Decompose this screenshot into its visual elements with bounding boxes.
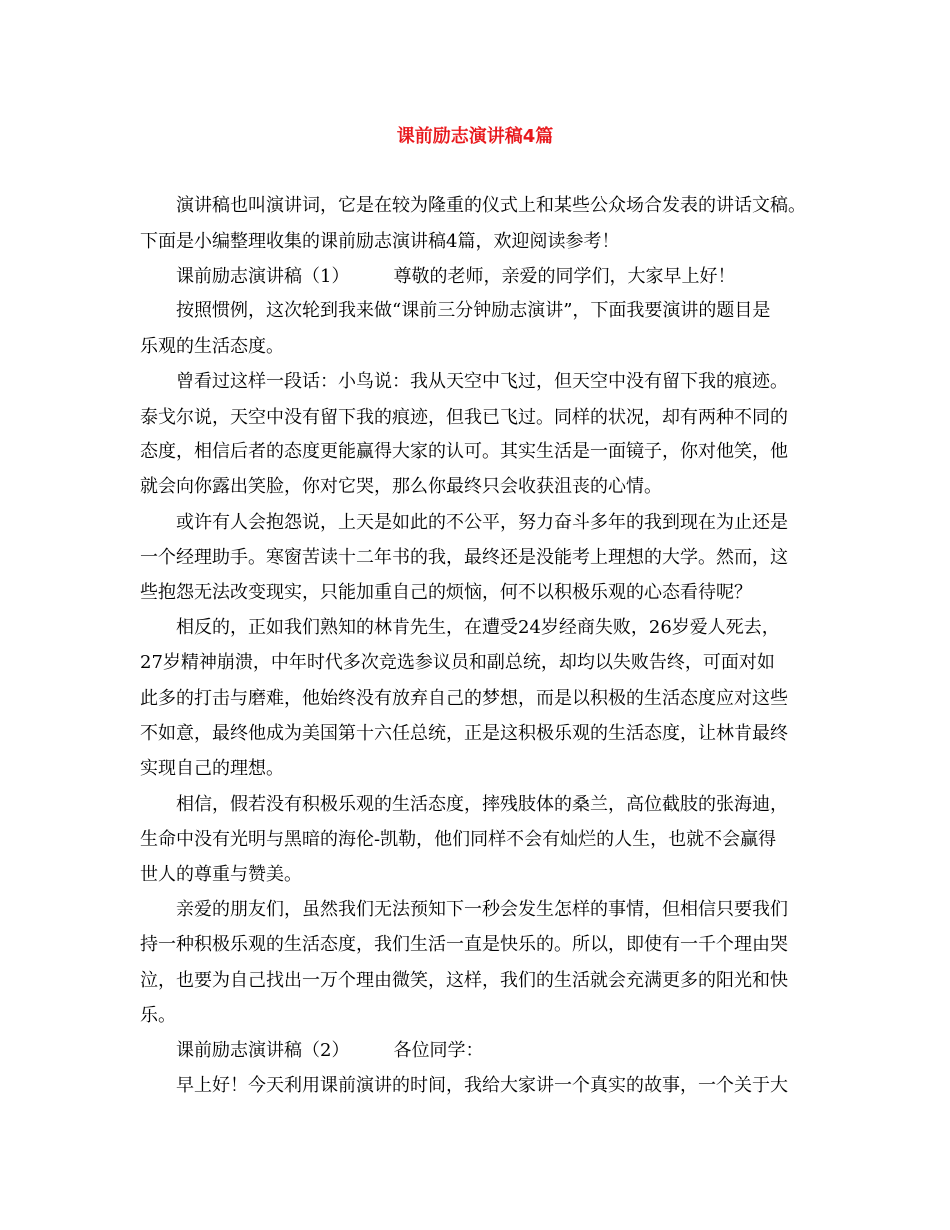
section-greeting: 各位同学： (393, 1040, 484, 1061)
paragraph-line: 不如意，最终他成为美国第十六任总统，正是这积极乐观的生活态度，让林肯最终 (140, 723, 788, 744)
paragraph-line: 下面是小编整理收集的课前励志演讲稿4篇，欢迎阅读参考！ (140, 231, 620, 252)
paragraph-line: 生命中没有光明与黑暗的海伦-凯勒，他们同样不会有灿烂的人生，也就不会赢得 (140, 829, 777, 850)
paragraph-line: 实现自己的理想。 (140, 758, 284, 779)
paragraph-line: 泰戈尔说，天空中没有留下我的痕迹，但我已飞过。同样的状况，却有两种不同的 (140, 407, 788, 428)
paragraph-line: 按照惯例，这次轮到我来做“课前三分钟励志演讲”，下面我要演讲的题目是 (176, 300, 771, 321)
paragraph-line: 世人的尊重与赞美。 (140, 864, 302, 885)
paragraph-line: 一个经理助手。寒窗苦读十二年书的我，最终还是没能考上理想的大学。然而，这 (140, 547, 788, 568)
section-heading: 课前励志演讲稿（1） (176, 266, 350, 287)
paragraph-line: 相信，假若没有积极乐观的生活态度，摔残肢体的桑兰，高位截肢的张海迪， (176, 794, 788, 815)
section-heading-line (176, 1038, 483, 1064)
paragraph-line: 曾看过这样一段话：小鸟说：我从天空中飞过，但天空中没有留下我的痕迹。 (176, 371, 788, 392)
paragraph-line: 态度，相信后者的态度更能赢得大家的认可。其实生活是一面镜子，你对他笑，他 (140, 441, 788, 462)
paragraph-line: 持一种积极乐观的生活态度，我们生活一直是快乐的。所以，即使有一千个理由哭 (140, 934, 788, 955)
paragraph-line: 相反的，正如我们熟知的林肯先生，在遭受24岁经商失败，26岁爱人死去， (176, 617, 780, 638)
paragraph-line: 亲爱的朋友们，虽然我们无法预知下一秒会发生怎样的事情，但相信只要我们 (176, 899, 788, 920)
paragraph-line: 此多的打击与磨难，他始终没有放弃自己的梦想，而是以积极的生活态度应对这些 (140, 688, 788, 709)
paragraph-line: 早上好！今天利用课前演讲的时间，我给大家讲一个真实的故事，一个关于大 (176, 1075, 788, 1096)
section-greeting: 尊敬的老师，亲爱的同学们，大家早上好！ (393, 266, 736, 287)
paragraph-line: 乐观的生活态度。 (140, 336, 284, 357)
paragraph-line: 演讲稿也叫演讲词，它是在较为隆重的仪式上和某些公众场合发表的讲话文稿。 (176, 195, 806, 216)
section-heading-line (176, 264, 735, 290)
paragraph-line: 泣，也要为自己找出一万个理由微笑，这样，我们的生活就会充满更多的阳光和快 (140, 970, 788, 991)
paragraph-line: 就会向你露出笑脸，你对它哭，那么你最终只会收获沮丧的心情。 (140, 476, 662, 497)
paragraph-line: 些抱怨无法改变现实，只能加重自己的烦恼，何不以积极乐观的心态看待呢？ (140, 582, 752, 603)
paragraph-line: 乐。 (140, 1005, 176, 1026)
paragraph-line: 或许有人会抱怨说，上天是如此的不公平，努力奋斗多年的我到现在为止还是 (176, 512, 788, 533)
section-heading: 课前励志演讲稿（2） (176, 1040, 350, 1061)
paragraph-line: 27岁精神崩溃，中年时代多次竞选参议员和副总统，却均以失败告终，可面对如 (140, 652, 775, 673)
document-title: 课前励志演讲稿4篇 (396, 126, 554, 147)
